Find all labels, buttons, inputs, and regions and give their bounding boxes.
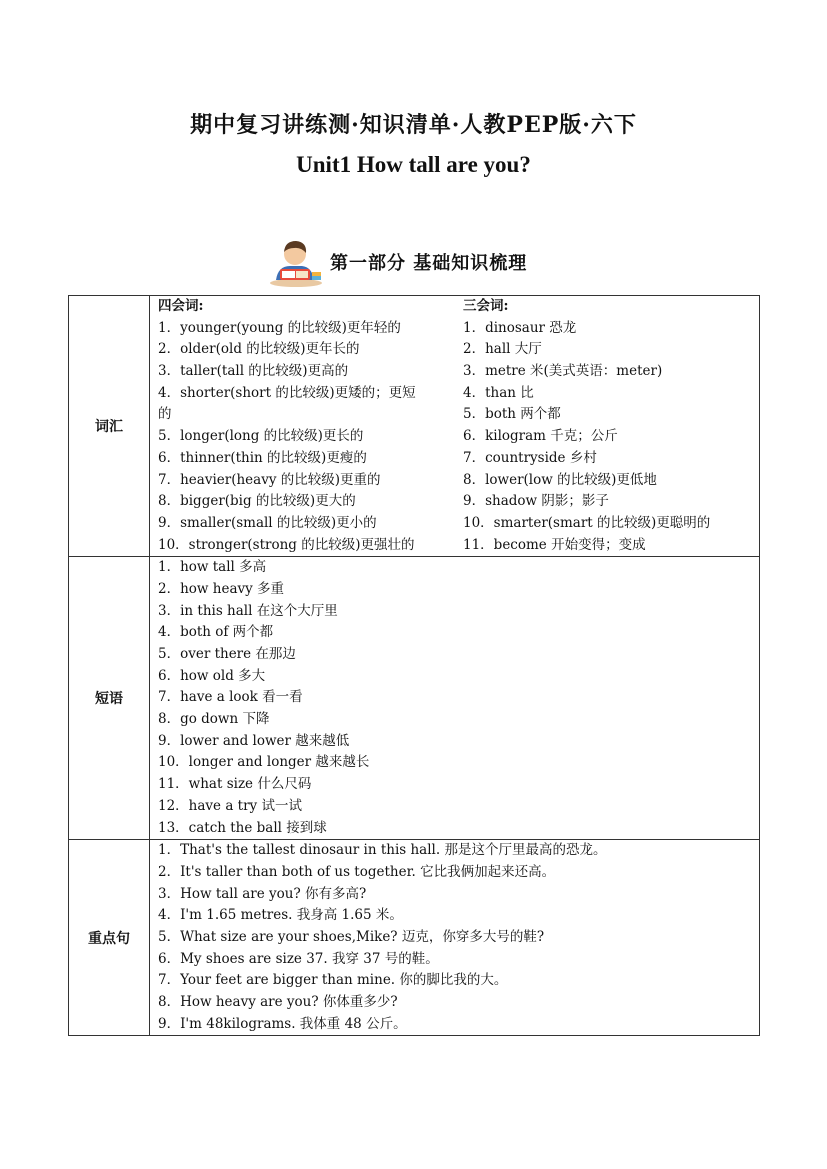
list-item: 3．taller(tall 的比较级)更高的 (158, 363, 349, 380)
list-item: 4．both of 两个都 (158, 624, 274, 641)
list-item: 1．how tall 多高 (158, 559, 267, 576)
list-item: 的 (158, 406, 172, 423)
list-item: 9．lower and lower 越来越低 (158, 732, 350, 749)
list-item: 3．metre 米(美式英语：meter) (463, 363, 663, 380)
list-item: 6．how old 多大 (158, 667, 266, 684)
list-item: 11．become 开始变得；变成 (463, 536, 646, 553)
list-item: 8．bigger(big 的比较级)更大的 (158, 493, 356, 510)
list-item: 8．go down 下降 (158, 711, 270, 728)
list-item: 1．dinosaur 恐龙 (463, 319, 577, 336)
list-item: 10．stronger(strong 的比较级)更强壮的 (158, 536, 415, 553)
sentences-row (69, 840, 760, 1036)
reading-child-icon (268, 236, 324, 288)
list-item: 9．shadow 阴影；影子 (463, 493, 609, 510)
phrases-row (69, 557, 760, 840)
vocab-row (69, 296, 760, 557)
three-skill-words (455, 296, 759, 556)
list-item: 5．What size are your shoes,Mike? 迈克，你穿多大号的鞋? (158, 928, 545, 945)
list-item: 9．I'm 48kilograms. 我体重 48 公斤。 (158, 1015, 407, 1032)
list-item: 8．lower(low 的比较级)更低地 (463, 471, 657, 488)
vocab-content (150, 296, 760, 557)
list-item: 2．how heavy 多重 (158, 580, 285, 597)
vocab-category: 词汇 (69, 296, 150, 557)
list-item: 4．I'm 1.65 metres. 我身高 1.65 米。 (158, 907, 403, 924)
section-header (268, 236, 527, 288)
phrases-content (150, 557, 760, 840)
four-skill-words (150, 296, 455, 556)
list-item: 6．kilogram 千克；公斤 (463, 428, 618, 445)
sentences-category: 重点句 (69, 840, 150, 1036)
list-item: 3．in this hall 在这个大厅里 (158, 602, 338, 619)
list-item: 5．longer(long 的比较级)更长的 (158, 428, 364, 445)
four-skill-title: 四会词: (158, 298, 204, 314)
list-item: 4．shorter(short 的比较级)更矮的；更短 (158, 384, 416, 401)
three-skill-title: 三会词: (463, 298, 509, 314)
list-item: 7．Your feet are bigger than mine. 你的脚比我的大。 (158, 972, 508, 989)
list-item: 1．That's the tallest dinosaur in this hall. 那是这个厅里最高的恐龙。 (158, 842, 607, 859)
section-label: 第一部分 基础知识梳理 (330, 253, 528, 274)
list-item: 4．than 比 (463, 384, 534, 401)
list-item: 2．It's taller than both of us together. 它比我俩加起来还高。 (158, 863, 556, 880)
phrases-category: 短语 (69, 557, 150, 840)
list-item: 12．have a try 试一试 (158, 797, 302, 814)
list-item: 10．longer and longer 越来越长 (158, 754, 370, 771)
document-title: 期中复习讲练测·知识清单·人教PEP版·六下 (190, 112, 637, 138)
sentences-content (150, 840, 760, 1036)
list-item: 2．hall 大厅 (463, 341, 542, 358)
list-item: 1．younger(young 的比较级)更年轻的 (158, 319, 401, 336)
list-item: 5．both 两个都 (463, 406, 561, 423)
list-item: 9．smaller(small 的比较级)更小的 (158, 514, 377, 531)
list-item: 5．over there 在那边 (158, 646, 296, 662)
list-item: 7．countryside 乡村 (463, 449, 597, 466)
list-item: 7．have a look 看一看 (158, 689, 303, 706)
unit-title: Unit1 How tall are you? (296, 152, 531, 177)
list-item: 6．My shoes are size 37. 我穿 37 号的鞋。 (158, 950, 439, 967)
knowledge-table (68, 295, 760, 1036)
list-item: 13．catch the ball 接到球 (158, 819, 327, 836)
list-item: 2．older(old 的比较级)更年长的 (158, 341, 360, 358)
list-item: 10．smarter(smart 的比较级)更聪明的 (463, 514, 711, 531)
list-item: 7．heavier(heavy 的比较级)更重的 (158, 471, 381, 488)
list-item: 11．what size 什么尺码 (158, 776, 312, 793)
list-item: 8．How heavy are you? 你体重多少? (158, 994, 398, 1010)
list-item: 3．How tall are you? 你有多高? (158, 885, 367, 902)
list-item: 6．thinner(thin 的比较级)更瘦的 (158, 449, 367, 466)
